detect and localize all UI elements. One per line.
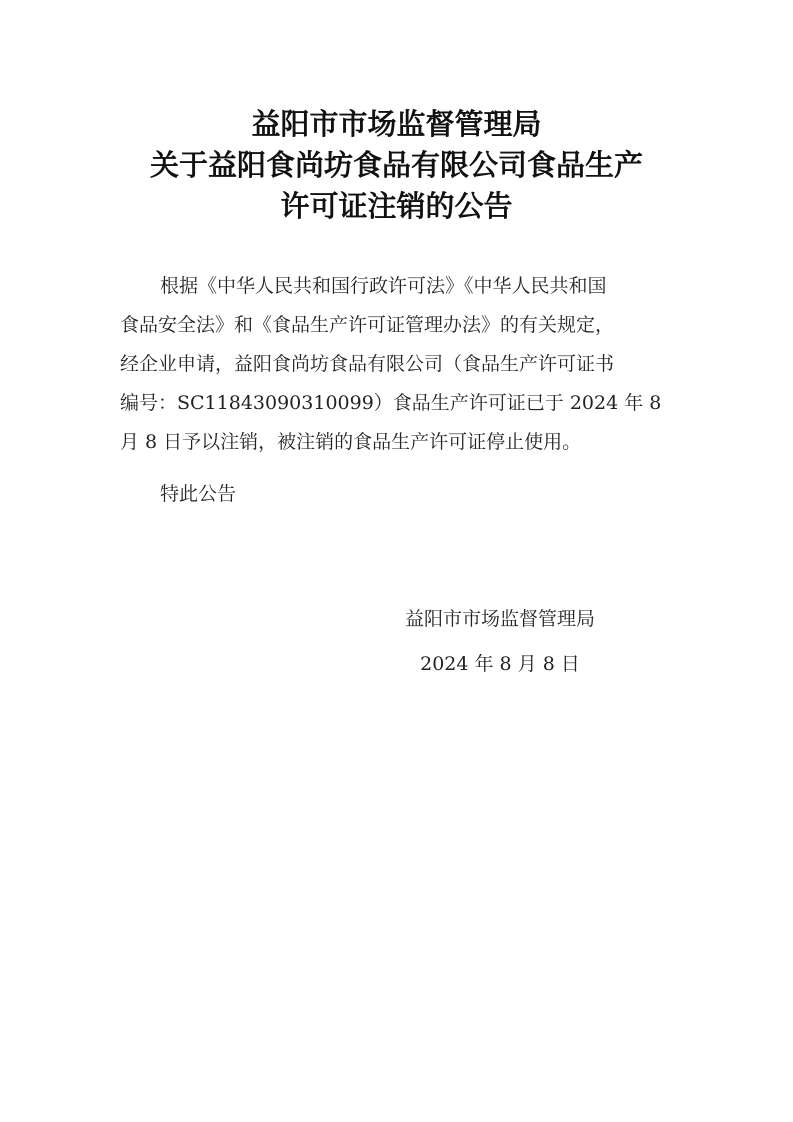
- body-paragraph-line-2: 食品安全法》和《食品生产许可证管理办法》的有关规定，: [120, 314, 615, 336]
- signature-date: 2024 年 8 月 8 日: [420, 653, 580, 675]
- signature-organization: 益阳市市场监督管理局: [404, 608, 595, 630]
- document-title-line-3: 许可证注销的公告: [280, 189, 513, 223]
- body-paragraph-line-5: 月 8 日予以注销，被注销的食品生产许可证停止使用。: [120, 431, 582, 453]
- closing-statement: 特此公告: [160, 483, 237, 505]
- document-title-line-2: 关于益阳食尚坊食品有限公司食品生产: [149, 148, 643, 182]
- body-paragraph-line-4: 编号：SC11843090310099）食品生产许可证已于 2024 年 8: [120, 392, 662, 414]
- body-paragraph-line-1: 根据《中华人民共和国行政许可法》《中华人民共和国: [160, 275, 607, 297]
- document-title-line-1: 益阳市市场监督管理局: [251, 107, 542, 141]
- body-paragraph-line-3: 经企业申请，益阳食尚坊食品有限公司（食品生产许可证书: [120, 353, 615, 375]
